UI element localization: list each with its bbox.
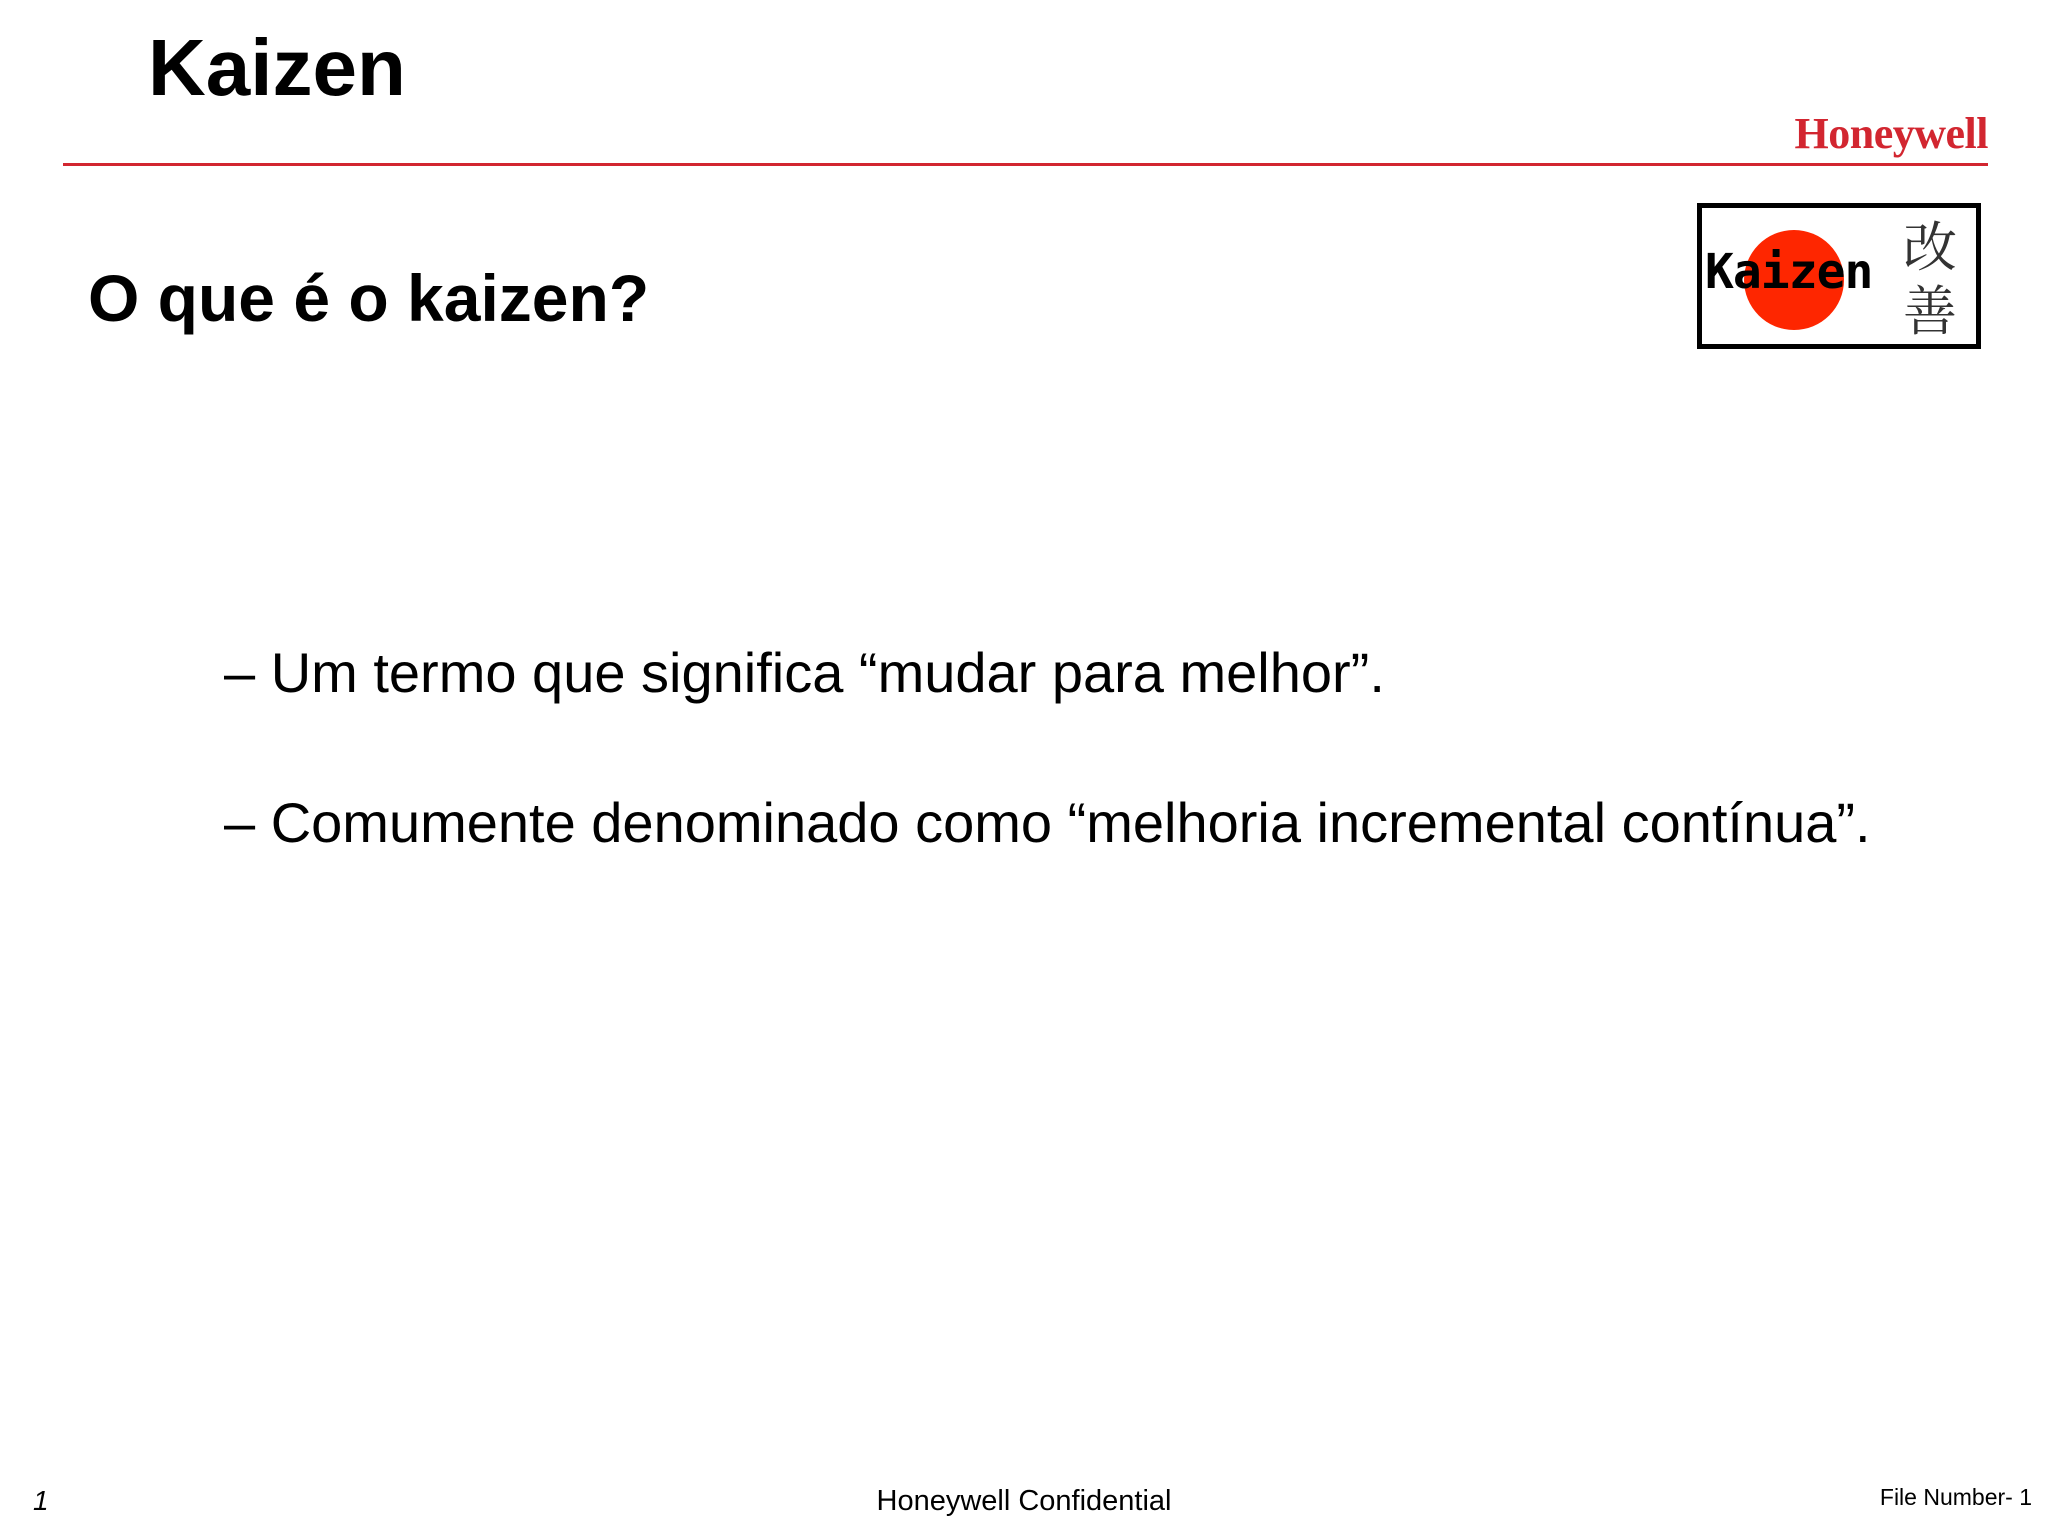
slide-subtitle: O que é o kaizen? xyxy=(88,261,650,335)
badge-kanji xyxy=(1898,216,1962,344)
page-number: 1 xyxy=(33,1485,49,1516)
confidential-label: Honeywell Confidential xyxy=(876,1485,1172,1517)
bullet-item: – Um termo que significa “mudar para melhor”. xyxy=(224,641,1385,704)
bullet-list xyxy=(224,638,1871,938)
kanji-zen: 善 xyxy=(1903,280,1957,343)
file-number: File Number- 1 xyxy=(1879,1484,2032,1510)
header-divider xyxy=(63,163,1988,166)
slide-title: Kaizen xyxy=(148,23,406,112)
honeywell-logo: Honeywell xyxy=(1794,109,1988,158)
kaizen-badge-image xyxy=(1697,203,1981,349)
bullet-item: – Comumente denominado como “melhoria incremental contínua”. xyxy=(224,791,1871,854)
badge-word: Kaizen xyxy=(1705,244,1873,300)
kanji-kai: 改 xyxy=(1903,216,1957,279)
